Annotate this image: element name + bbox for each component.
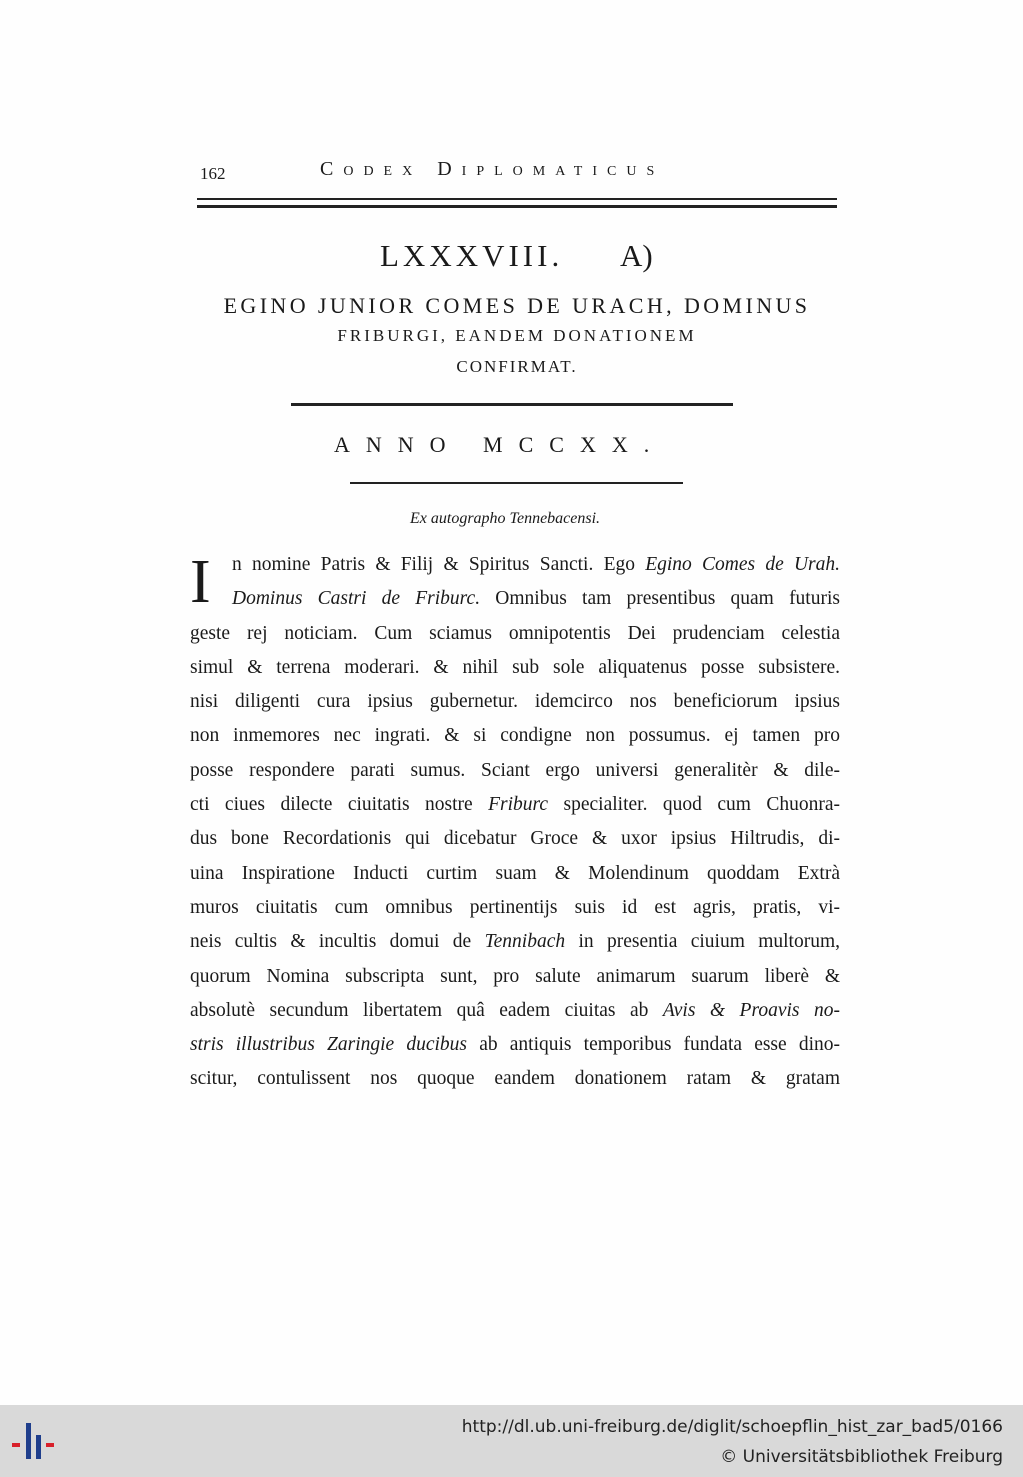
text-line	[190, 582, 840, 616]
drop-cap: I	[190, 548, 211, 616]
logo-blue-bar-icon	[36, 1435, 41, 1459]
permalink-url[interactable]: http://dl.ub.uni-freiburg.de/diglit/schoepflin_hist_zar_bad5/0166	[461, 1417, 1003, 1437]
charter-text	[190, 548, 840, 1097]
logo-blue-bar-icon	[26, 1423, 31, 1459]
document-year: ANNO MCCXX.	[334, 432, 666, 457]
text-segment: nisi diligenti cura ipsius gubernetur. idemcirco nos beneficiorum ipsius	[190, 691, 840, 713]
text-segment: ab antiquis temporibus fundata esse dino-	[467, 1034, 841, 1056]
text-segment: specialiter. quod cum Chuonra-	[548, 794, 840, 816]
text-segment: geste rej noticiam. Cum sciamus omnipotentis Dei prudenciam celestia	[190, 622, 840, 644]
heading-line-2: FRIBURGI, EANDEM DONATIONEM	[337, 326, 697, 345]
text-segment: posse respondere parati sumus. Sciant ergo universi generalitèr & dile-	[190, 759, 840, 781]
text-line	[190, 651, 840, 685]
text-line	[190, 857, 840, 891]
text-line	[190, 925, 840, 959]
heading-line-1: EGINO JUNIOR COMES DE URACH, DOMINUS	[223, 293, 811, 318]
text-line	[190, 548, 840, 582]
italic-name: Friburc	[488, 794, 549, 816]
text-segment: neis cultis & incultis domui de	[190, 931, 485, 953]
source-note: Ex autographo Tennebacensi.	[410, 510, 601, 527]
text-line	[190, 617, 840, 651]
text-segment: dus bone Recordationis qui dicebatur Groce & uxor ipsius Hiltrudis, di-	[190, 828, 840, 850]
year-rule	[350, 482, 683, 484]
text-line	[190, 754, 840, 788]
logo-red-dash-icon	[12, 1443, 20, 1447]
text-line	[190, 994, 840, 1028]
text-segment: Omnibus tam presentibus quam futuris	[480, 588, 840, 610]
text-segment: n nomine Patris & Filij & Spiritus Sancti. Ego	[232, 554, 646, 575]
heading-line-3: CONFIRMAT.	[456, 357, 578, 376]
text-line	[190, 1028, 840, 1062]
text-segment: quorum Nomina subscripta sunt, pro salute animarum suarum liberè &	[190, 965, 840, 987]
heading-rule	[291, 403, 733, 406]
text-line	[190, 891, 840, 925]
text-segment: simul & terrena moderari. & nihil sub sole aliquatenus posse subsistere.	[190, 656, 840, 678]
logo-red-dash-icon	[46, 1443, 54, 1447]
text-line	[190, 719, 840, 753]
text-line	[190, 788, 840, 822]
footer-bar	[0, 1405, 1023, 1477]
italic-name: stris illustribus Zaringie ducibus	[190, 1034, 468, 1056]
running-title: Codex Diplomaticus	[320, 158, 665, 180]
library-logo-icon	[12, 1419, 64, 1463]
text-segment: uina Inspiratione Inducti curtim suam & Molendinum quoddam Extrà	[190, 862, 840, 884]
header-rule	[197, 198, 837, 200]
text-line	[190, 1062, 840, 1096]
running-head	[198, 158, 838, 188]
copyright-notice: © Universitätsbibliothek Freiburg	[720, 1447, 1003, 1467]
text-line	[190, 685, 840, 719]
document-sub-number: A)	[620, 238, 653, 273]
text-segment: non inmemores nec ingrati. & si condigne non possumus. ej tamen pro	[190, 725, 840, 747]
italic-name: Avis & Proavis no-	[662, 999, 840, 1021]
text-segment: absolutè secundum libertatem quâ eadem ciuitas ab	[190, 999, 663, 1021]
document-number: LXXXVIII.	[380, 238, 564, 273]
text-line	[190, 960, 840, 994]
text-line	[190, 822, 840, 856]
text-segment: scitur, contulissent nos quoque eandem donationem ratam & gratam	[190, 1068, 840, 1090]
header-double-rule	[197, 205, 837, 208]
text-segment: cti ciues dilecte ciuitatis nostre	[190, 794, 489, 816]
text-segment: muros ciuitatis cum omnibus pertinentijs suis id est agris, pratis, vi-	[190, 896, 840, 918]
italic-name: Tennibach	[484, 931, 566, 953]
italic-name: Dominus Castri de Friburc.	[232, 588, 481, 610]
page-number: 162	[200, 164, 226, 183]
text-segment: in presentia ciuium multorum,	[565, 931, 840, 953]
italic-name: Egino Comes de Urah.	[645, 554, 840, 575]
